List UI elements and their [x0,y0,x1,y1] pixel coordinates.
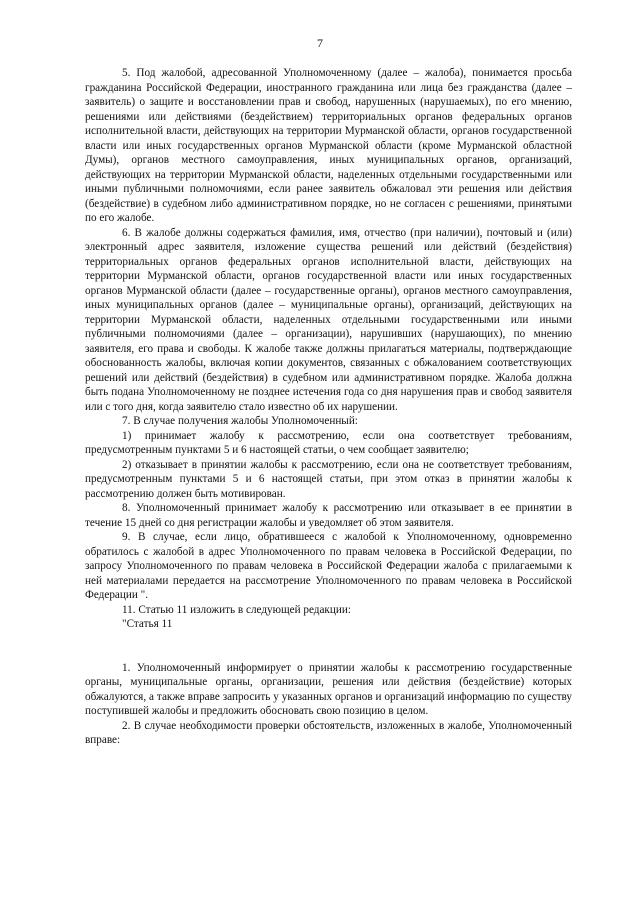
paragraph-6-complaint-contents: 6. В жалобе должны содержаться фамилия, имя, отчество (при наличии), почтовый и (или) электронный адрес заявителя, изложение существа решений или действий (бездействия) территориальных органов федеральных органов исполнительной власти, действующих на территории Мурманской области, органов государственной власти или иных государственных органов Мурманской области (далее – государственные органы), органов местного самоуправления, иных муниципальных органов (далее – муниципальные органы), организаций, действующих на территории Мурманской области, наделенных отдельными государственными или иными публичными полномочиями (далее – организации), нарушивших (нарушающих), по мнению заявителя, его права и свободы. К жалобе также должны прилагаться материалы, подтверждающие обоснованность жалобы, включая копии документов, связанных с обжалованием соответствующих решений или действий (бездействия) в судебном или административном порядке. Жалоба должна быть подана Уполномоченному не позднее истечения года со дня нарушения прав и свобод заявителя или с того дня, когда заявителю стало известно об их нарушении. [85,226,572,413]
document-body [85,66,572,748]
paragraph-5-complaint-definition: 5. Под жалобой, адресованной Уполномоченному (далее – жалоба), понимается просьба гражданина Российской Федерации, иностранного гражданина или лица без гражданства (далее – заявитель) о защите и восстановлении прав и свобод, нарушенных (нарушаемых), по его мнению, решениями или действиями (бездействием) территориальных органов федеральных органов исполнительной власти, действующих на территории Мурманской области, органов государственной власти или иных государственных органов Мурманской области (кроме Мурманской областной Думы), органов местного самоуправления, иных муниципальных органов, организаций, действующих на территории Мурманской области, наделенных отдельными государственными или иными публичными полномочиями, если ранее заявитель обжаловал эти решения или действия (бездействие) в судебном либо административном порядке, но не согласен с решениями, принятыми по его жалобе. [85,67,572,224]
article-11-paragraph-2: 2. В случае необходимости проверки обстоятельств, изложенных в жалобе, Уполномоченный вправе: [85,719,572,746]
amendment-11-intro: 11. Статью 11 изложить в следующей редакции: [122,603,351,616]
paragraph-7-upon-receipt: 7. В случае получения жалобы Уполномоченный: [122,415,358,427]
paragraph-7-item-2: 2) отказывает в принятии жалобы к рассмотрению, если она не соответствует требованиям, предусмотренным пунктами 5 и 6 настоящей статьи, при этом отказ в принятии жалобы к рассмотрению должен быть мотивирован. [85,458,572,500]
page-number: 7 [317,36,323,50]
paragraph-7-item-1: 1) принимает жалобу к рассмотрению, если она соответствует требованиям, предусмотренным пунктами 5 и 6 настоящей статьи, о чем сообщает заявителю; [85,429,572,456]
article-11-heading: "Статья 11 [122,618,173,630]
article-11-paragraph-1: 1. Уполномоченный информирует о принятии жалобы к рассмотрению государственные органы, муниципальные органы, организации, решения или действия (бездействие) которых обжалуются, а также вправе запросить у указанных органов и организаций информацию по существу поступившей жалобы и предложить обосновать свою позицию в целом. [85,661,572,717]
paragraph-9-federal-referral: 9. В случае, если лицо, обратившееся с жалобой к Уполномоченному, одновременно обратилось с жалобой в адрес Уполномоченного по правам человека в Российской Федерации, по запросу Уполномоченного по правам человека в Российской Федерации жалоба с прилагаемыми к ней материалами передается на рассмотрение Уполномоченного по правам человека в Российской Федерации ". [85,531,572,601]
paragraph-8-acceptance-term: 8. Уполномоченный принимает жалобу к рассмотрению или отказывает в ее принятии в течение 15 дней со дня регистрации жалобы и уведомляет об этом заявителя. [85,502,572,529]
